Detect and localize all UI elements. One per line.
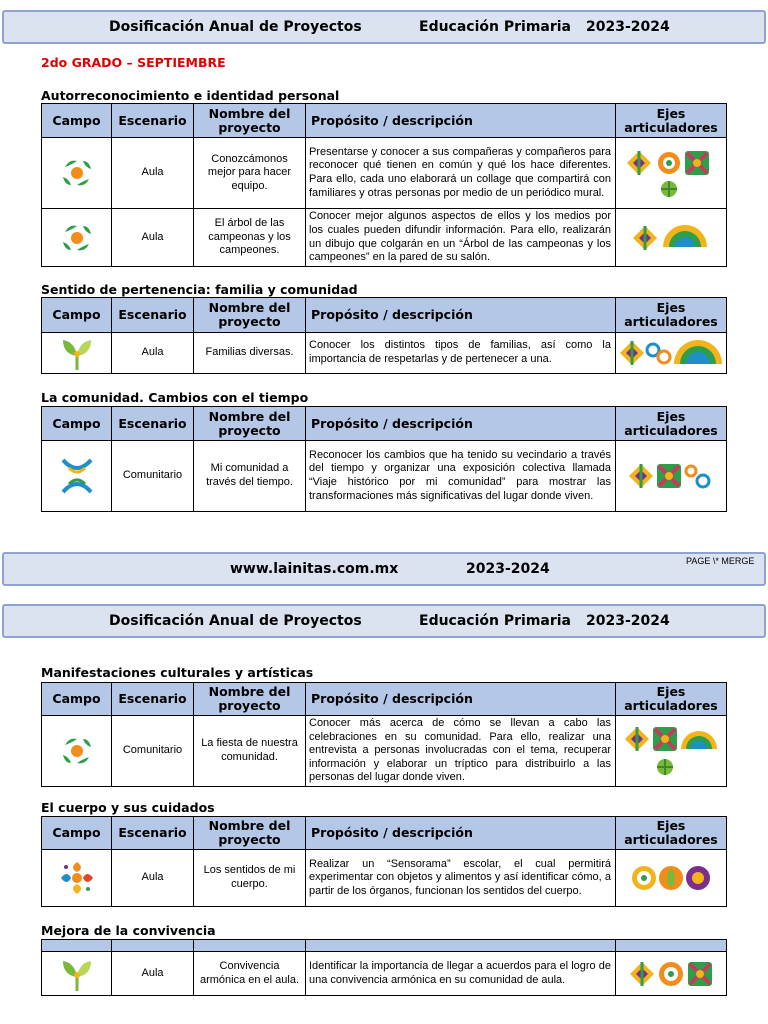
col-proposito: Propósito / descripción — [306, 104, 616, 138]
col-nombre: Nombre del proyecto — [194, 407, 306, 441]
inclusion-icon — [620, 341, 644, 365]
table-row — [42, 850, 727, 907]
footer-site[interactable]: www.lainitas.com.mx — [230, 561, 399, 577]
nombre-cell: Conozcámonos mejor para hacer equipo. — [194, 138, 306, 209]
table-header-row — [42, 683, 727, 716]
campo-cell — [42, 952, 112, 996]
table-row — [42, 333, 727, 374]
footer-year: 2023-2024 — [466, 561, 550, 577]
col-ejes — [616, 940, 727, 952]
escenario-cell: Comunitario — [112, 441, 194, 512]
col-proposito: Propósito / descripción — [306, 817, 616, 850]
grade-label: 2do GRADO – SEPTIEMBRE — [41, 55, 226, 70]
escenario-cell: Comunitario — [112, 716, 194, 787]
col-ejes: Ejes articuladores — [616, 817, 727, 850]
col-escenario: Escenario — [112, 298, 194, 333]
pensamiento-critico-icon — [659, 962, 683, 986]
humano-comunitario-icon — [59, 334, 95, 372]
table-header-row — [42, 298, 727, 333]
ejes-icons — [625, 145, 717, 201]
escenario-cell: Aula — [112, 850, 194, 907]
ejes-icons — [627, 461, 715, 491]
inclusion-icon — [625, 727, 649, 751]
project-table — [41, 816, 727, 907]
col-campo: Campo — [42, 817, 112, 850]
project-table — [41, 103, 727, 267]
proposito-cell: Conocer los distintos tipos de familias, así como la importancia de respetarlas y de pertenecer a una. — [306, 333, 616, 374]
inclusion-icon — [627, 151, 651, 175]
col-campo — [42, 940, 112, 952]
col-proposito: Propósito / descripción — [306, 298, 616, 333]
section-title: El cuerpo y sus cuidados — [41, 800, 215, 815]
col-escenario: Escenario — [112, 407, 194, 441]
ejes-cell — [616, 441, 727, 512]
section-title: Sentido de pertenencia: familia y comunidad — [41, 282, 358, 297]
proposito-cell: Reconocer los cambios que ha tenido su vecindario a través del tiempo y organizar una exposición colectiva llamada “Viaje histórico por mi comunidad” para mostrar las transformaciones más significativas del lugar donde viven. — [306, 441, 616, 512]
apropiacion-culturas-icon — [681, 731, 717, 749]
interculturalidad-icon — [685, 151, 709, 175]
col-escenario — [112, 940, 194, 952]
campo-cell — [42, 209, 112, 267]
campo-cell — [42, 441, 112, 512]
header-year: 2023-2024 — [586, 613, 670, 629]
section-title: La comunidad. Cambios con el tiempo — [41, 390, 309, 405]
table-row — [42, 441, 727, 512]
vida-saludable-icon — [661, 181, 677, 197]
ejes-cell — [616, 209, 727, 267]
ejes-icons — [623, 721, 719, 781]
igualdad-genero-icon — [686, 466, 709, 487]
ejes-icons — [628, 959, 714, 989]
proposito-cell: Realizar un “Sensorama” escolar, el cual permitirá experimentar con objetos y alimentos y así identificar cómo, a partir de los órganos, funcionan los sentidos del cuerpo. — [306, 850, 616, 907]
col-campo: Campo — [42, 407, 112, 441]
col-proposito: Propósito / descripción — [306, 407, 616, 441]
pensamiento-critico-icon — [658, 152, 680, 174]
col-nombre — [194, 940, 306, 952]
col-campo: Campo — [42, 683, 112, 716]
col-escenario: Escenario — [112, 817, 194, 850]
header-level: Educación Primaria — [419, 19, 572, 35]
inclusion-icon — [633, 226, 657, 250]
header-title: Dosificación Anual de Proyectos — [109, 19, 362, 35]
escenario-cell: Aula — [112, 333, 194, 374]
campo-cell — [42, 138, 112, 209]
nombre-cell: Los sentidos de mi cuerpo. — [194, 850, 306, 907]
col-ejes: Ejes articuladores — [616, 683, 727, 716]
col-proposito: Propósito / descripción — [306, 683, 616, 716]
inclusion-icon — [630, 962, 654, 986]
col-nombre: Nombre del proyecto — [194, 817, 306, 850]
ejes-cell — [616, 716, 727, 787]
table-header-row — [42, 940, 727, 952]
artes-icon — [686, 866, 710, 890]
ejes-cell — [616, 333, 727, 374]
table-row — [42, 209, 727, 267]
table-header-row — [42, 104, 727, 138]
ejes-cell — [616, 952, 727, 996]
inclusion-icon — [629, 464, 653, 488]
proposito-cell: Identificar la importancia de llegar a acuerdos para el logro de una convivencia armónica en su comunidad de aula. — [306, 952, 616, 996]
humano-comunitario-icon — [59, 955, 95, 993]
table-header-row — [42, 407, 727, 441]
col-escenario: Escenario — [112, 683, 194, 716]
apropiacion-culturas-icon — [663, 225, 707, 247]
escenario-cell: Aula — [112, 209, 194, 267]
etica-naturaleza-icon — [57, 454, 97, 498]
col-ejes: Ejes articuladores — [616, 407, 727, 441]
escenario-cell: Aula — [112, 138, 194, 209]
vida-saludable-icon — [657, 759, 673, 775]
nombre-cell: La fiesta de nuestra comunidad. — [194, 716, 306, 787]
header-year: 2023-2024 — [586, 19, 670, 35]
ejes-icons — [630, 863, 712, 893]
section-title: Autorreconocimiento e identidad personal — [41, 88, 340, 103]
table-row — [42, 952, 727, 996]
ejes-cell — [616, 138, 727, 209]
nombre-cell: El árbol de las campeonas y los campeones. — [194, 209, 306, 267]
col-campo: Campo — [42, 298, 112, 333]
project-table — [41, 297, 727, 374]
col-nombre: Nombre del proyecto — [194, 298, 306, 333]
project-table — [41, 939, 727, 996]
col-escenario: Escenario — [112, 104, 194, 138]
igualdad-genero-icon — [647, 344, 670, 363]
proposito-cell: Conocer mejor algunos aspectos de ellos y los medios por los cuales pueden difundir información. Para ello, realizarán un dibujo que colgarán en un “Árbol de las campeonas y los campeones” en la pared de su salón. — [306, 209, 616, 267]
vida-saludable-icon — [659, 866, 683, 890]
interculturalidad-icon — [653, 727, 677, 751]
interculturalidad-icon — [688, 962, 712, 986]
ejes-icons — [618, 338, 724, 368]
header-level: Educación Primaria — [419, 613, 572, 629]
nombre-cell: Convivencia armónica en el aula. — [194, 952, 306, 996]
table-row — [42, 716, 727, 787]
col-proposito — [306, 940, 616, 952]
campo-cell — [42, 850, 112, 907]
pensamiento-critico-icon — [632, 866, 656, 890]
header-banner — [2, 10, 766, 44]
saberes-icon — [57, 218, 97, 258]
col-campo: Campo — [42, 104, 112, 138]
section-title: Manifestaciones culturales y artísticas — [41, 665, 314, 680]
header-title: Dosificación Anual de Proyectos — [109, 613, 362, 629]
proposito-cell: Presentarse y conocer a sus compañeras y compañeros para reconocer qué tienen en común y qué los hace diferentes. Para ello, cada uno elaborará un collage que compartirá con familiares y otras personas por medio de un periódico mural. — [306, 138, 616, 209]
footer-banner — [2, 552, 766, 586]
table-header-row — [42, 817, 727, 850]
section-title: Mejora de la convivencia — [41, 923, 216, 938]
col-nombre: Nombre del proyecto — [194, 683, 306, 716]
saberes-icon — [57, 153, 97, 193]
ejes-cell — [616, 850, 727, 907]
saberes-icon — [57, 731, 97, 771]
nombre-cell: Mi comunidad a través del tiempo. — [194, 441, 306, 512]
project-table — [41, 682, 727, 787]
escenario-cell: Aula — [112, 952, 194, 996]
proposito-cell: Conocer más acerca de cómo se llevan a cabo las celebraciones en su comunidad. Para ello, realizar una entrevista a personas involucradas con el tema, recuperar información y elaborar un tríptico para distribuirlo a las personas del lugar donde viven. — [306, 716, 616, 787]
apropiacion-culturas-icon — [674, 340, 722, 364]
project-table — [41, 406, 727, 512]
interculturalidad-icon — [657, 464, 681, 488]
table-row — [42, 138, 727, 209]
header-banner — [2, 604, 766, 638]
col-nombre: Nombre del proyecto — [194, 104, 306, 138]
col-ejes: Ejes articuladores — [616, 104, 727, 138]
lenguajes-icon — [57, 858, 97, 898]
ejes-icons — [631, 223, 711, 253]
campo-cell — [42, 716, 112, 787]
campo-cell — [42, 333, 112, 374]
nombre-cell: Familias diversas. — [194, 333, 306, 374]
footer-page-field: PAGE \* MERGE — [686, 556, 755, 566]
col-ejes: Ejes articuladores — [616, 298, 727, 333]
